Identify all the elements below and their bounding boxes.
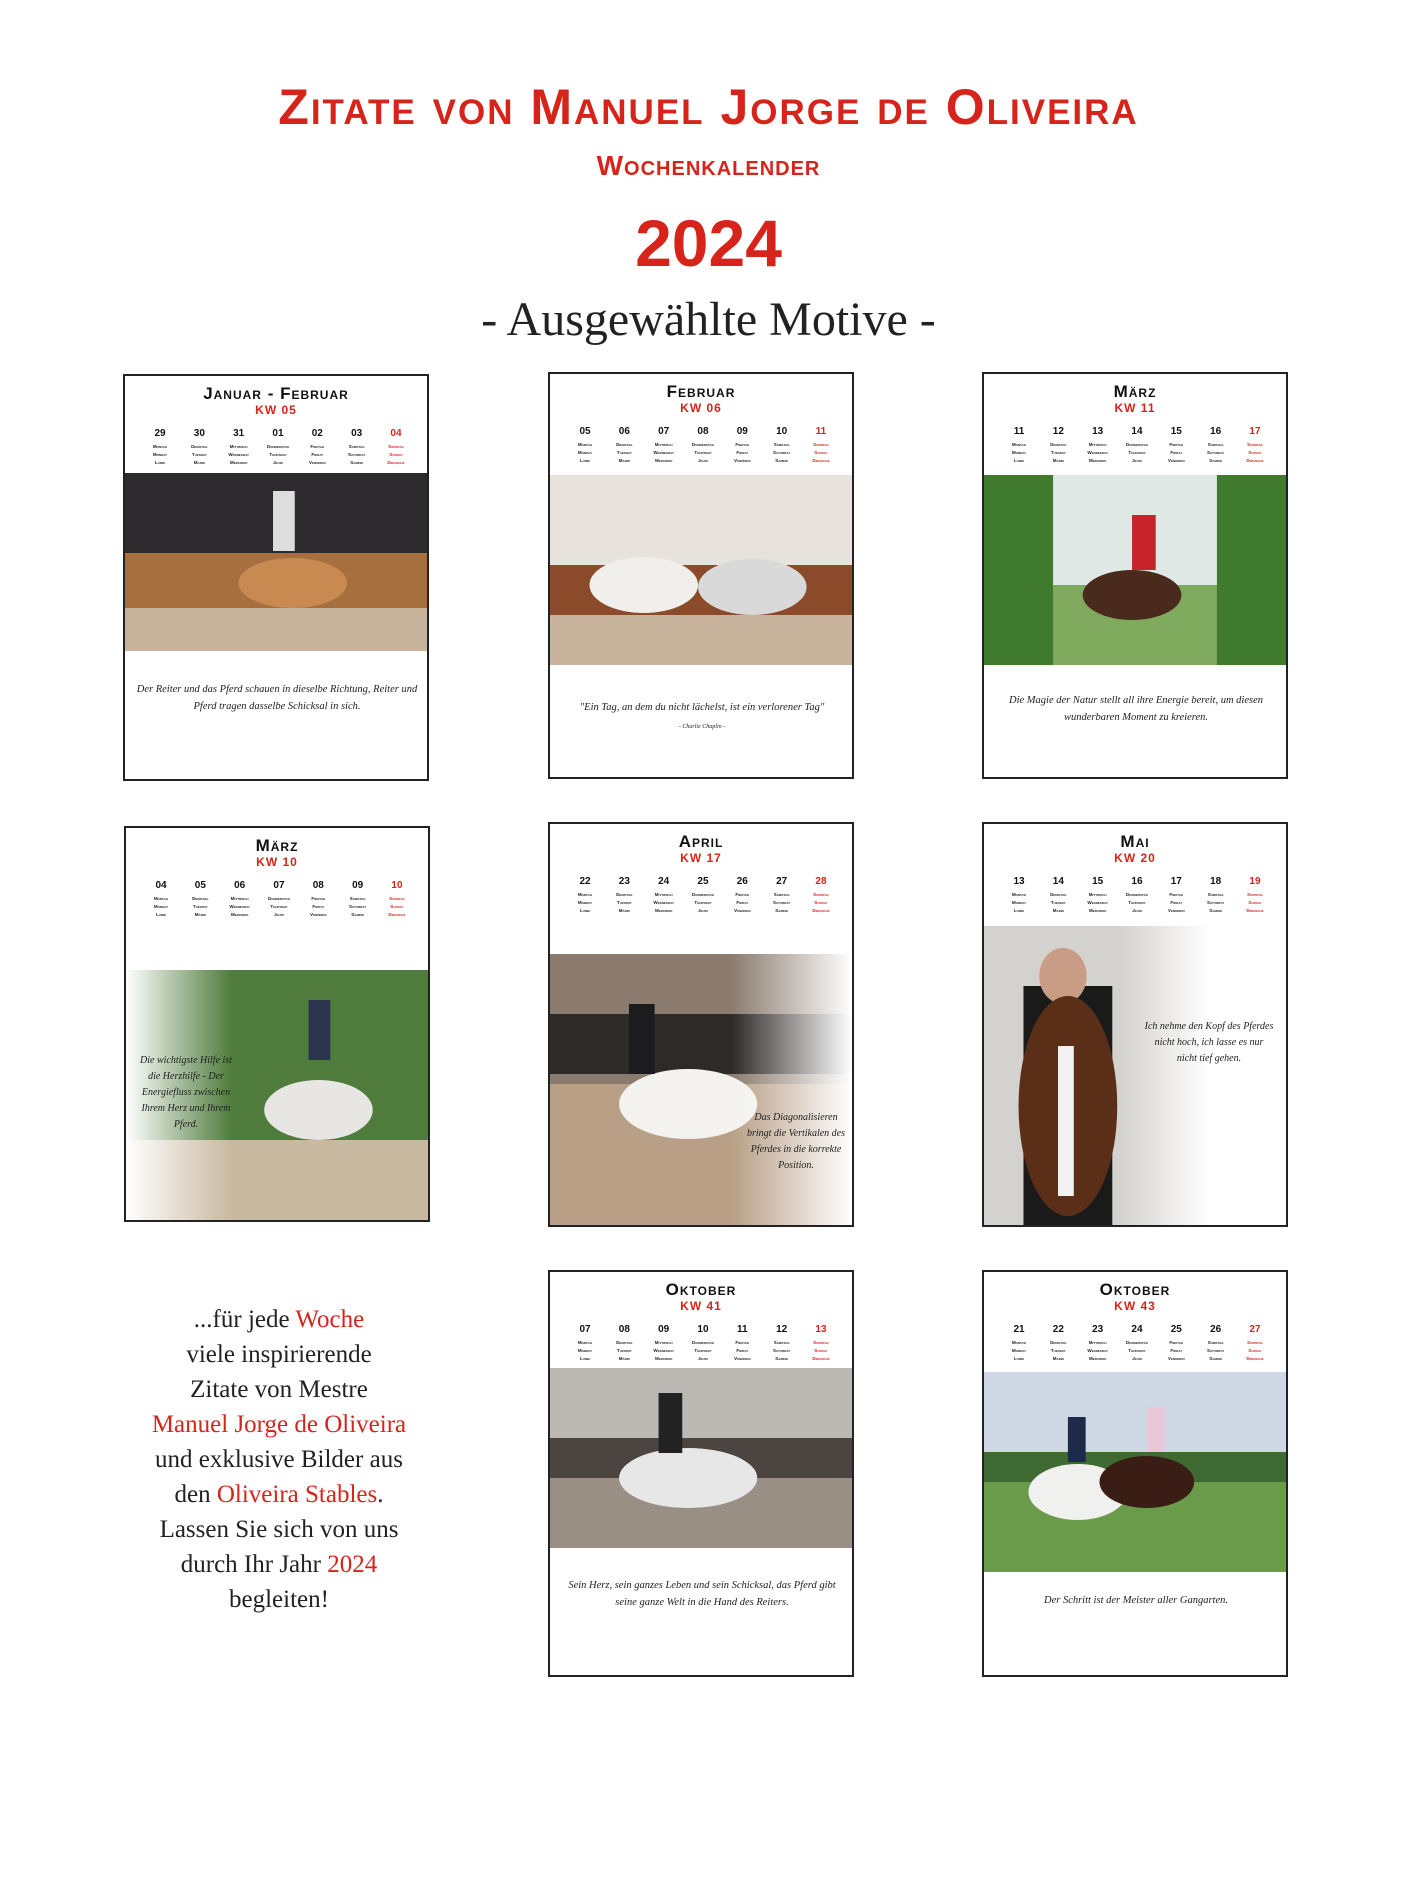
day-cell	[298, 428, 336, 467]
day-cell	[1157, 1324, 1195, 1363]
day-cell	[723, 876, 761, 915]
day-number: 13	[815, 1324, 827, 1335]
day-cell	[723, 1324, 761, 1363]
weekday-row	[142, 880, 416, 919]
day-names: Samstag Saturday Samedi	[1207, 442, 1225, 463]
day-cell	[377, 428, 415, 467]
day-number: 07	[273, 880, 285, 891]
weekday-row	[566, 876, 840, 915]
day-names: Donnerstag Thursday Jeudi	[266, 444, 290, 465]
day-cell	[142, 880, 180, 919]
day-number: 07	[579, 1324, 591, 1335]
card-week-number: KW 17	[680, 851, 722, 865]
day-names: Mittwoch Wednesday Mercredi	[653, 442, 674, 463]
card-week-number: KW 10	[256, 855, 298, 869]
quote-text: Ich nehme den Kopf des Pferdes nicht hoch, ich lasse es nur nicht tief gehen.	[1144, 1021, 1274, 1064]
day-cell	[1000, 876, 1038, 915]
promo-text: ...für jede Woche viele inspirierende Zitate von Mestre Manuel Jorge de Oliveira und exklusive Bilder aus den Oliveira Stables. Lassen Sie sich von uns durch Ihr Jahr 2024 begleiten!	[151, 1306, 407, 1613]
card-week-number: KW 05	[255, 403, 297, 417]
quote-text: Die Magie der Natur stellt all ihre Energie bereit, um diesen wunderbaren Moment zu kreieren.	[1009, 695, 1263, 723]
day-cell	[339, 880, 377, 919]
quote-text: Der Reiter und das Pferd schauen in dieselbe Richtung, Reiter und Pferd tragen dasselbe Schicksal in sich.	[136, 684, 418, 712]
day-cell	[180, 428, 218, 467]
day-names: Sonntag Sunday Dimanche	[1246, 1340, 1264, 1361]
day-number: 27	[776, 876, 788, 887]
card-week-number: KW 11	[1114, 401, 1156, 415]
horse-photo	[984, 1372, 1286, 1572]
day-number: 11	[815, 426, 827, 437]
calendar-card	[548, 822, 854, 1227]
weekday-row	[1000, 426, 1274, 465]
day-cell	[1000, 426, 1038, 465]
day-cell	[1157, 876, 1195, 915]
day-names: Freitag Friday Vendredi	[309, 444, 326, 465]
horse-photo	[550, 954, 852, 1225]
day-cell	[566, 876, 604, 915]
day-cell	[566, 1324, 604, 1363]
day-number: 10	[697, 1324, 709, 1335]
day-names: Donnerstag Thursday Jeudi	[267, 896, 291, 917]
day-names: Sonntag Sunday Dimanche	[388, 896, 406, 917]
day-names: Dienstag Tuesday Mardi	[616, 442, 633, 463]
day-cell	[684, 426, 722, 465]
year-heading: 2024	[635, 206, 782, 280]
day-cell	[221, 880, 259, 919]
day-cell	[1197, 876, 1235, 915]
day-number: 07	[658, 426, 670, 437]
day-names: Donnerstag Thursday Jeudi	[1125, 892, 1149, 913]
day-cell	[181, 880, 219, 919]
quote-text: "Ein Tag, an dem du nicht lächelst, ist ein verlorener Tag"	[579, 702, 825, 713]
weekday-row	[1000, 1324, 1274, 1363]
day-cell	[141, 428, 179, 467]
day-names: Donnerstag Thursday Jeudi	[691, 892, 715, 913]
day-number: 23	[618, 876, 630, 887]
day-number: 19	[1249, 876, 1261, 887]
day-number: 24	[1131, 1324, 1143, 1335]
day-names: Sonntag Sunday Dimanche	[812, 892, 830, 913]
day-names: Freitag Friday Vendredi	[1168, 1340, 1185, 1361]
card-week-number: KW 43	[1114, 1299, 1156, 1313]
day-names: Mittwoch Wednesday Mercredi	[229, 896, 250, 917]
day-cell	[260, 880, 298, 919]
page-title: Zitate von Manuel Jorge de Oliveira	[278, 79, 1139, 135]
day-number: 18	[1210, 876, 1222, 887]
weekday-row	[141, 428, 415, 467]
day-cell	[299, 880, 337, 919]
day-number: 29	[154, 428, 166, 439]
day-names: Sonntag Sunday Dimanche	[387, 444, 405, 465]
day-cell	[220, 428, 258, 467]
day-names: Samstag Saturday Samedi	[773, 892, 791, 913]
day-cell	[1197, 426, 1235, 465]
day-cell	[802, 876, 840, 915]
day-number: 13	[1092, 426, 1104, 437]
day-number: 25	[697, 876, 709, 887]
horse-photo	[125, 473, 427, 651]
day-number: 05	[579, 426, 591, 437]
day-number: 01	[272, 428, 284, 439]
day-names: Dienstag Tuesday Mardi	[1050, 1340, 1067, 1361]
day-cell	[1236, 1324, 1274, 1363]
day-number: 16	[1210, 426, 1222, 437]
day-number: 21	[1013, 1324, 1025, 1335]
day-cell	[763, 1324, 801, 1363]
day-cell	[1039, 876, 1077, 915]
day-number: 14	[1131, 426, 1143, 437]
calendar-card	[982, 1270, 1288, 1677]
day-number: 22	[579, 876, 591, 887]
day-names: Freitag Friday Vendredi	[734, 892, 751, 913]
card-month: März	[1113, 382, 1157, 401]
day-cell	[1236, 876, 1274, 915]
card-month: Mai	[1120, 832, 1150, 851]
day-names: Donnerstag Thursday Jeudi	[691, 442, 715, 463]
day-cell	[1118, 876, 1156, 915]
day-names: Dienstag Tuesday Mardi	[192, 896, 209, 917]
day-cell	[1000, 1324, 1038, 1363]
quote-text: Das Diagonalisieren bringt die Vertikalen des Pferdes in die korrekte Position.	[746, 1112, 846, 1171]
day-number: 11	[737, 1324, 748, 1335]
day-number: 10	[391, 880, 403, 891]
day-cell	[1039, 1324, 1077, 1363]
day-number: 06	[234, 880, 246, 891]
card-month: März	[255, 836, 299, 855]
horse-photo	[550, 1368, 852, 1548]
calendar-card	[982, 372, 1288, 779]
day-number: 26	[736, 876, 748, 887]
day-names: Dienstag Tuesday Mardi	[616, 1340, 633, 1361]
day-names: Montag Monday Lundi	[153, 896, 169, 917]
day-cell	[684, 1324, 722, 1363]
day-number: 08	[312, 880, 324, 891]
day-cell	[684, 876, 722, 915]
day-names: Donnerstag Thursday Jeudi	[1125, 442, 1149, 463]
day-cell	[802, 426, 840, 465]
day-names: Mittwoch Wednesday Mercredi	[1087, 892, 1108, 913]
day-cell	[378, 880, 416, 919]
day-names: Dienstag Tuesday Mardi	[616, 892, 633, 913]
day-number: 04	[155, 880, 167, 891]
day-names: Samstag Saturday Samedi	[349, 896, 367, 917]
day-number: 09	[352, 880, 364, 891]
day-number: 17	[1249, 426, 1261, 437]
day-names: Montag Monday Lundi	[577, 442, 593, 463]
day-names: Freitag Friday Vendredi	[734, 442, 751, 463]
day-cell	[605, 426, 643, 465]
day-names: Mittwoch Wednesday Mercredi	[1087, 442, 1108, 463]
day-cell	[1079, 1324, 1117, 1363]
day-names: Donnerstag Thursday Jeudi	[1125, 1340, 1149, 1361]
day-number: 02	[311, 428, 323, 439]
day-cell	[1079, 426, 1117, 465]
day-cell	[645, 426, 683, 465]
weekday-row	[1000, 876, 1274, 915]
quote-text: Die wichtigste Hilfe ist die Herzhilfe - Der Energiefluss zwischen Ihrem Herz und Ihrem Pferd.	[140, 1055, 232, 1130]
day-number: 12	[776, 1324, 788, 1335]
day-cell	[338, 428, 376, 467]
day-names: Sonntag Sunday Dimanche	[1246, 892, 1264, 913]
day-number: 03	[351, 428, 363, 439]
day-cell	[763, 426, 801, 465]
day-number: 30	[193, 428, 205, 439]
day-number: 23	[1092, 1324, 1104, 1335]
day-names: Freitag Friday Vendredi	[1168, 442, 1185, 463]
horse-photo	[984, 475, 1286, 665]
horse-photo	[550, 475, 852, 665]
card-month: Oktober	[665, 1280, 737, 1299]
day-names: Sonntag Sunday Dimanche	[812, 442, 830, 463]
day-cell	[763, 876, 801, 915]
day-number: 09	[736, 426, 748, 437]
day-number: 05	[194, 880, 206, 891]
day-names: Montag Monday Lundi	[1011, 1340, 1027, 1361]
day-number: 16	[1131, 876, 1143, 887]
day-cell	[1118, 1324, 1156, 1363]
day-number: 15	[1170, 426, 1182, 437]
tagline: - Ausgewählte Motive -	[481, 293, 936, 346]
day-number: 26	[1210, 1324, 1222, 1335]
calendar-card	[982, 822, 1288, 1227]
quote-author: - Charlie Chaplin -	[678, 724, 726, 730]
day-names: Donnerstag Thursday Jeudi	[691, 1340, 715, 1361]
day-cell	[645, 1324, 683, 1363]
day-names: Montag Monday Lundi	[577, 1340, 593, 1361]
day-names: Freitag Friday Vendredi	[1168, 892, 1185, 913]
page-subtitle: Wochenkalender	[596, 150, 821, 181]
day-names: Dienstag Tuesday Mardi	[1050, 892, 1067, 913]
day-names: Dienstag Tuesday Mardi	[1050, 442, 1067, 463]
day-number: 04	[390, 428, 402, 439]
day-number: 17	[1170, 876, 1182, 887]
day-number: 28	[815, 876, 827, 887]
card-month: Januar - Februar	[203, 384, 349, 403]
day-number: 11	[1013, 426, 1025, 437]
day-number: 09	[658, 1324, 670, 1335]
day-names: Montag Monday Lundi	[1011, 892, 1027, 913]
day-names: Sonntag Sunday Dimanche	[812, 1340, 830, 1361]
calendar-card	[124, 826, 430, 1222]
day-names: Samstag Saturday Samedi	[1207, 1340, 1225, 1361]
day-names: Freitag Friday Vendredi	[310, 896, 327, 917]
day-cell	[802, 1324, 840, 1363]
quote-text: Der Schritt ist der Meister aller Gangarten.	[1043, 1595, 1229, 1606]
weekday-row	[566, 1324, 840, 1363]
day-cell	[1039, 426, 1077, 465]
day-names: Sonntag Sunday Dimanche	[1246, 442, 1264, 463]
day-names: Mittwoch Wednesday Mercredi	[1087, 1340, 1108, 1361]
day-names: Mittwoch Wednesday Mercredi	[228, 444, 249, 465]
day-names: Samstag Saturday Samedi	[1207, 892, 1225, 913]
weekday-row	[566, 426, 840, 465]
day-names: Freitag Friday Vendredi	[734, 1340, 751, 1361]
card-month: Februar	[666, 382, 736, 401]
card-week-number: KW 20	[1114, 851, 1156, 865]
day-number: 10	[776, 426, 788, 437]
day-cell	[1079, 876, 1117, 915]
day-number: 08	[697, 426, 709, 437]
day-number: 13	[1013, 876, 1025, 887]
day-names: Montag Monday Lundi	[1011, 442, 1027, 463]
day-number: 24	[658, 876, 670, 887]
card-month: Oktober	[1099, 1280, 1171, 1299]
day-cell	[1236, 426, 1274, 465]
calendar-card	[548, 1270, 854, 1677]
day-names: Montag Monday Lundi	[152, 444, 168, 465]
day-cell	[1157, 426, 1195, 465]
day-names: Samstag Saturday Samedi	[773, 1340, 791, 1361]
day-number: 25	[1170, 1324, 1182, 1335]
day-cell	[1197, 1324, 1235, 1363]
card-week-number: KW 41	[680, 1299, 722, 1313]
day-names: Samstag Saturday Samedi	[348, 444, 366, 465]
day-number: 14	[1052, 876, 1064, 887]
day-cell	[1118, 426, 1156, 465]
day-names: Samstag Saturday Samedi	[773, 442, 791, 463]
day-number: 27	[1249, 1324, 1261, 1335]
day-number: 22	[1052, 1324, 1064, 1335]
day-names: Mittwoch Wednesday Mercredi	[653, 1340, 674, 1361]
day-cell	[259, 428, 297, 467]
quote-text: Sein Herz, sein ganzes Leben und sein Schicksal, das Pferd gibt seine ganze Welt in die Hand des Reiters.	[568, 1580, 836, 1608]
day-cell	[723, 426, 761, 465]
day-names: Montag Monday Lundi	[577, 892, 593, 913]
day-number: 12	[1052, 426, 1064, 437]
card-week-number: KW 06	[680, 401, 722, 415]
day-number: 06	[618, 426, 630, 437]
day-number: 15	[1092, 876, 1104, 887]
horse-photo	[984, 926, 1286, 1225]
day-number: 08	[618, 1324, 630, 1335]
day-number: 31	[233, 428, 245, 439]
day-cell	[645, 876, 683, 915]
card-month: April	[678, 832, 724, 851]
day-names: Mittwoch Wednesday Mercredi	[653, 892, 674, 913]
calendar-card	[123, 374, 429, 781]
day-names: Dienstag Tuesday Mardi	[191, 444, 208, 465]
calendar-card	[548, 372, 854, 779]
day-cell	[566, 426, 604, 465]
day-cell	[605, 876, 643, 915]
day-cell	[605, 1324, 643, 1363]
